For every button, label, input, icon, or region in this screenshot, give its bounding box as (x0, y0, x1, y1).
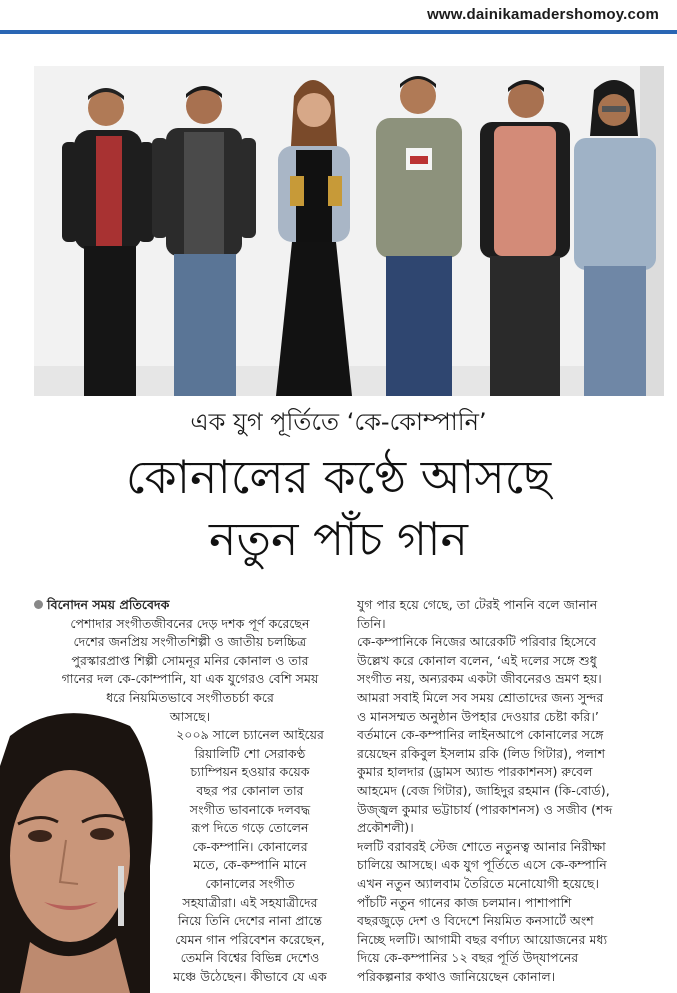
article-kicker: এক যুগ পূর্তিতে ‘কে-কোম্পানি’ (190, 408, 487, 436)
text-line: আমরা সবাই মিলে সব সময় শ্রোতাদের জন্য সুন্দর (357, 689, 604, 705)
text-line: দিয়ে কে-কম্পানির ১২ বছর পূর্তি উদ্‌যাপনের (357, 950, 579, 966)
text-line: আহমেদ (বেজ গিটার), জাহিদুর রহমান (কি-বোর্ড), (357, 782, 610, 798)
text-line: কে-কম্পানি। কোনালের (192, 838, 308, 854)
person-4 (376, 76, 462, 396)
site-url[interactable]: www.dainikamadershomoy.com (427, 6, 659, 23)
text-line: নিচ্ছে দলটি। আগামী বছর বর্ণাঢ্য আয়োজনের মধ্য (357, 931, 608, 947)
text-line: রূপ দিতে গড়ে তোলেন (191, 820, 309, 836)
model-portrait (0, 706, 160, 993)
text-line: প্রকৌশলী)। (357, 820, 414, 836)
text-line: তেমনি বিশ্বের বিভিন্ন দেশেও (180, 950, 320, 966)
text-line: ধরে নিয়মিতভাবে সংগীতচর্চা করে (106, 689, 274, 705)
text-line: গানের দল কে-কোম্পানি, যা এক যুগেরও বেশি সময় (61, 671, 319, 687)
text-line: পাঁচটি নতুন গানের কাজ চলমান। পাশাপাশি (357, 894, 572, 910)
headline-line-2: নতুন পাঁচ গান (208, 512, 468, 566)
bullet-icon (34, 600, 43, 609)
text-line: চালিয়ে আসছে। এক যুগ পূর্তিতে এসে কে-কম্পানি (357, 857, 607, 873)
text-line: পেশাদার সংগীতজীবনের দেড় দশক পূর্ণ করেছেন (70, 615, 310, 631)
byline (34, 596, 346, 615)
text-line: রিয়ালিটি শো সেরাকণ্ঠ (194, 745, 306, 761)
text-line: মতে, কে-কম্পানি মানে (193, 857, 307, 873)
text-line: ২০০৯ সালে চ্যানেল আইয়ের (176, 727, 324, 743)
text-line: এখন নতুন অ্যালবাম তৈরিতে মনোযোগী হয়েছে। (357, 875, 600, 891)
text-line: সংগীত নয়, অন্যরকম একটা জীবনেরও ভ্রমণ হয়। (357, 671, 602, 687)
band-group-photo (34, 66, 664, 396)
text-line: দলটি বরাবরই স্টেজ শোতে নতুনত্ব আনার নিরীক্ষা (357, 838, 606, 854)
text-line: মঞ্চে উঠেছেন। কীভাবে যে এক (173, 968, 327, 984)
text-line: কোনালের সংগীত (205, 875, 295, 891)
text-line: কুমার হালদার (ড্রামস অ্যান্ড পারকাশনস) রুবেল (357, 764, 593, 780)
text-line: যেমন গান পরিবেশন করেছেন, (175, 931, 325, 947)
text-line: বর্তমানে কে-কম্পানির লাইনআপে কোনালের সঙ্গে (357, 727, 604, 743)
text-line: সহযাত্রীরা। এই সহযাত্রীদের (182, 894, 318, 910)
article-column-right (357, 596, 659, 986)
text-line: রয়েছেন রকিবুল ইসলাম রকি (লিড গিটার), পলাশ (357, 745, 606, 761)
text-line: উজ্জ্বল কুমার ভট্টাচার্য (পারকাশনস) ও সজীব (শব্দ (357, 801, 613, 817)
text-line: বছর পর কোনাল তার (196, 782, 304, 798)
text-line: নিয়ে তিনি দেশের নানা প্রান্তে (177, 913, 323, 929)
text-line: ও মানসম্মত অনুষ্ঠান উপহার দেওয়ার চেষ্টা করি।’ (357, 708, 599, 724)
text-line: তিনি। (357, 615, 386, 631)
text-line: যুগ পার হয়ে গেছে, তা টেরই পাননি বলে জানান (357, 597, 598, 612)
person-5 (480, 80, 570, 396)
text-line: উল্লেখ করে কোনাল বলেন, ‘এই দলের সঙ্গে শুধু (357, 652, 597, 668)
text-line: দেশের জনপ্রিয় সংগীতশিল্পী ও জাতীয় চলচ্চিত্র (73, 634, 307, 650)
text-line: বছরজুড়ে দেশ ও বিদেশে নিয়মিত কনসার্টে অংশ (357, 913, 594, 929)
article-headline (0, 446, 677, 570)
byline-text: বিনোদন সময় প্রতিবেদক (47, 597, 170, 612)
text-line: আসছে। (169, 708, 211, 724)
text-line: কে-কম্পানিকে নিজের আরেকটি পরিবার হিসেবে (357, 634, 597, 650)
text-line: চ্যাম্পিয়ন হওয়ার কয়েক (190, 764, 310, 780)
text-line: পুরস্কারপ্রাপ্ত শিল্পী সোমনূর মনির কোনাল ও তার (71, 652, 309, 668)
text-line: সংগীত ভাবনাকে দলবদ্ধ (189, 801, 311, 817)
text-line: পরিকল্পনার কথাও জানিয়েছেন কোনাল। (357, 968, 556, 984)
header-rule (0, 30, 677, 34)
headline-line-1: কোনালের কণ্ঠে আসছে (125, 450, 552, 504)
